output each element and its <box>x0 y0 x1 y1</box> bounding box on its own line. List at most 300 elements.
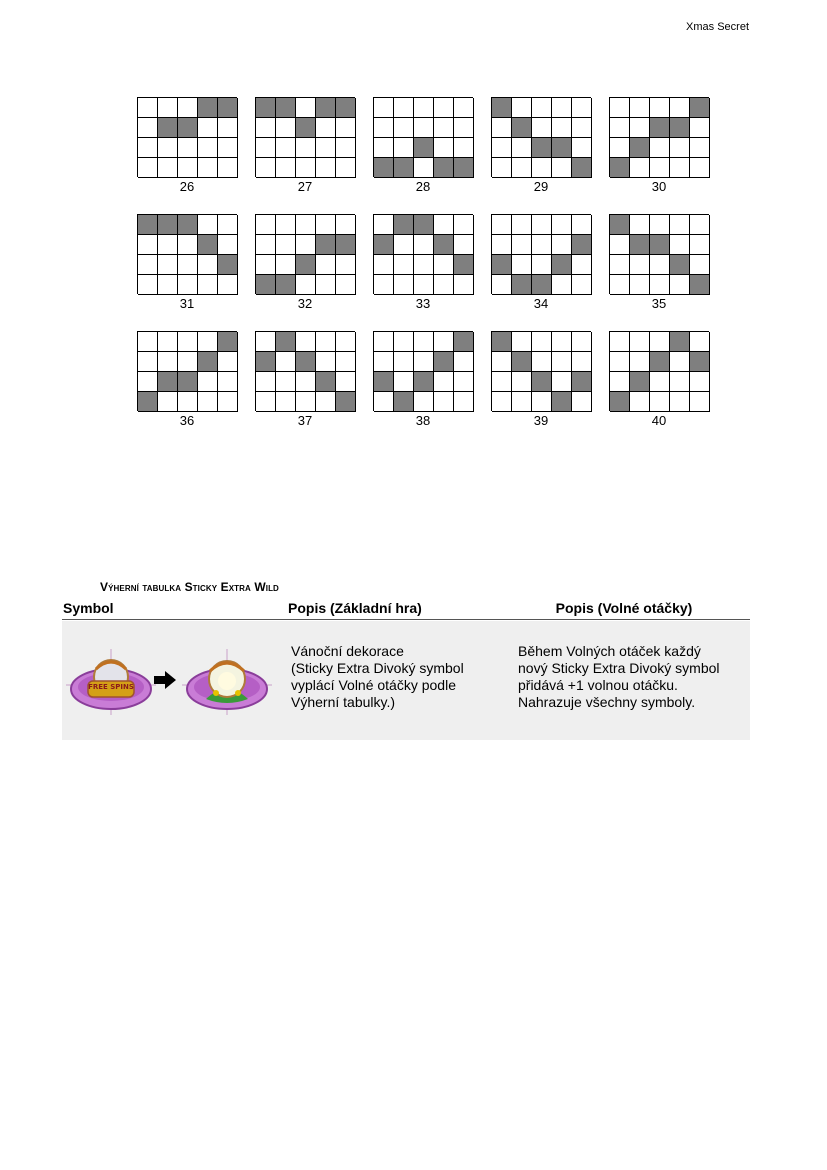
payline-cell <box>454 118 474 138</box>
payline-number: 32 <box>297 296 313 311</box>
payline-cell <box>296 138 316 158</box>
payline-cell <box>316 275 336 295</box>
payline-cell-active <box>414 138 434 158</box>
payline-grid <box>137 97 237 177</box>
payline-grid <box>255 97 355 177</box>
payline-number: 36 <box>179 413 195 428</box>
payline-cell <box>316 332 336 352</box>
payline-cell-active <box>276 275 296 295</box>
payline-cell-active <box>492 332 512 352</box>
payline-number: 28 <box>415 179 431 194</box>
payline-cell-active <box>670 332 690 352</box>
payline-cell <box>138 352 158 372</box>
payline-cell <box>296 98 316 118</box>
payline-cell <box>670 372 690 392</box>
payline-cell <box>316 138 336 158</box>
payline-cell <box>532 215 552 235</box>
payline-cell <box>454 275 474 295</box>
payline-cell <box>650 372 670 392</box>
payline-cell-active <box>532 138 552 158</box>
payline-cell-active <box>276 98 296 118</box>
free-line: přidává +1 volnou otáčku. <box>518 677 678 693</box>
payline-cell <box>394 275 414 295</box>
payline-cell <box>394 352 414 372</box>
header-free-spins: Popis (Volné otáčky) <box>555 600 693 616</box>
payline-cell <box>610 235 630 255</box>
payline-number: 35 <box>651 296 667 311</box>
payline-cell <box>512 158 532 178</box>
payline-cell <box>414 352 434 372</box>
payline-cell-active <box>434 235 454 255</box>
payline-cell <box>414 332 434 352</box>
payline-cell <box>572 255 592 275</box>
payline-cell-active <box>198 352 218 372</box>
payline-cell-active <box>296 255 316 275</box>
payline-cell <box>610 98 630 118</box>
header-symbol: Symbol <box>63 600 114 616</box>
payline-cell <box>650 275 670 295</box>
payline-number: 40 <box>651 413 667 428</box>
payline-cell <box>512 138 532 158</box>
payline-34 <box>491 214 591 312</box>
payline-cell-active <box>178 215 198 235</box>
payline-cell <box>532 235 552 255</box>
payline-cell <box>178 275 198 295</box>
payline-cell <box>630 332 650 352</box>
payline-cell <box>158 98 178 118</box>
payline-cell-active <box>610 392 630 412</box>
payline-cell-active <box>256 275 276 295</box>
payline-cell-active <box>690 98 710 118</box>
payline-cell <box>492 352 512 372</box>
payline-cell <box>630 255 650 275</box>
payline-cell <box>374 352 394 372</box>
payline-cell <box>394 138 414 158</box>
payline-cell-active <box>670 255 690 275</box>
payline-cell-active <box>670 118 690 138</box>
payline-cell-active <box>552 392 572 412</box>
arrow-right-icon <box>154 671 176 689</box>
payline-cell <box>610 352 630 372</box>
payline-cell <box>198 332 218 352</box>
payline-cell <box>552 275 572 295</box>
payline-cell <box>256 255 276 275</box>
payline-cell <box>630 98 650 118</box>
payline-cell-active <box>316 372 336 392</box>
payline-cell <box>414 275 434 295</box>
payline-cell <box>512 392 532 412</box>
payline-cell <box>572 392 592 412</box>
base-line: Výherní tabulky.) <box>291 694 396 710</box>
payline-cell <box>276 235 296 255</box>
payline-cell <box>316 352 336 372</box>
payline-cell <box>394 235 414 255</box>
payline-number: 31 <box>179 296 195 311</box>
payline-cell <box>218 392 238 412</box>
payline-cell-active <box>138 392 158 412</box>
payline-cell <box>218 138 238 158</box>
payline-cell <box>394 332 414 352</box>
payline-cell <box>630 215 650 235</box>
payline-cell <box>434 138 454 158</box>
payline-grid <box>609 97 709 177</box>
payline-cell <box>336 215 356 235</box>
payline-cell <box>690 372 710 392</box>
free-line: Během Volných otáček každý <box>518 643 701 659</box>
payline-cell-active <box>414 215 434 235</box>
payline-cell <box>178 138 198 158</box>
payline-cell <box>532 118 552 138</box>
payline-cell <box>198 275 218 295</box>
payline-cell <box>218 158 238 178</box>
payline-cell <box>218 215 238 235</box>
payline-grid <box>491 214 591 294</box>
payline-cell-active <box>256 98 276 118</box>
payline-number: 33 <box>415 296 431 311</box>
payline-grid <box>137 214 237 294</box>
payline-cell <box>670 235 690 255</box>
payline-cell <box>572 215 592 235</box>
payline-32 <box>255 214 355 312</box>
payline-cell <box>414 118 434 138</box>
payline-cell <box>552 352 572 372</box>
payline-cell <box>296 332 316 352</box>
payline-cell-active <box>158 372 178 392</box>
payline-cell-active <box>690 275 710 295</box>
payline-cell <box>454 215 474 235</box>
payline-cell <box>374 255 394 275</box>
payline-cell <box>492 118 512 138</box>
payline-33 <box>373 214 473 312</box>
payline-cell <box>552 372 572 392</box>
payline-cell <box>552 332 572 352</box>
payline-cell <box>670 158 690 178</box>
payline-cell <box>158 352 178 372</box>
payline-grid <box>255 331 355 411</box>
payline-cell <box>218 352 238 372</box>
payline-cell-active <box>178 372 198 392</box>
payline-cell <box>178 158 198 178</box>
payline-cell-active <box>434 158 454 178</box>
payline-cell <box>434 118 454 138</box>
payline-cell-active <box>454 332 474 352</box>
payline-cell <box>630 158 650 178</box>
payline-cell <box>256 372 276 392</box>
document-header-title: Xmas Secret <box>686 21 749 33</box>
payline-cell <box>158 392 178 412</box>
payline-cell-active <box>512 352 532 372</box>
payline-cell <box>414 235 434 255</box>
payline-cell <box>454 372 474 392</box>
payline-cell <box>650 255 670 275</box>
payline-cell <box>138 98 158 118</box>
payline-cell <box>690 118 710 138</box>
payline-cell <box>572 332 592 352</box>
payline-cell-active <box>316 235 336 255</box>
payline-cell <box>650 138 670 158</box>
payline-cell-active <box>454 158 474 178</box>
payline-cell <box>650 392 670 412</box>
payline-cell <box>572 352 592 372</box>
payline-cell <box>394 372 414 392</box>
payline-cell-active <box>394 215 414 235</box>
payline-cell <box>256 138 276 158</box>
payline-cell <box>434 372 454 392</box>
payline-cell-active <box>276 332 296 352</box>
payline-cell <box>374 392 394 412</box>
payline-cell <box>532 158 552 178</box>
payline-36 <box>137 331 237 429</box>
payline-cell <box>434 275 454 295</box>
payline-cell-active <box>434 352 454 372</box>
payline-cell <box>630 275 650 295</box>
payline-cell <box>276 215 296 235</box>
payline-cell-active <box>572 158 592 178</box>
payline-cell <box>178 98 198 118</box>
payline-cell <box>492 235 512 255</box>
payline-cell <box>492 392 512 412</box>
payline-cell <box>690 138 710 158</box>
payline-cell <box>256 235 276 255</box>
payline-cell <box>532 352 552 372</box>
payline-cell-active <box>690 352 710 372</box>
free-spins-symbol-text: FREE SPINS <box>88 683 134 691</box>
payline-cell <box>492 158 512 178</box>
payline-cell-active <box>572 372 592 392</box>
payline-cell-active <box>414 372 434 392</box>
header-base-game: Popis (Základní hra) <box>288 600 422 616</box>
payline-cell-active <box>650 235 670 255</box>
payline-cell <box>158 158 178 178</box>
payline-cell <box>670 275 690 295</box>
payline-cell-active <box>296 118 316 138</box>
payline-cell <box>336 118 356 138</box>
payline-cell <box>630 392 650 412</box>
payline-cell <box>434 332 454 352</box>
payline-cell-active <box>158 215 178 235</box>
payline-cell <box>572 275 592 295</box>
payline-cell-active <box>336 392 356 412</box>
payline-cell <box>690 392 710 412</box>
payline-grid <box>373 97 473 177</box>
payline-cell <box>218 235 238 255</box>
payline-cell <box>198 118 218 138</box>
payline-cell <box>512 98 532 118</box>
payline-cell <box>650 158 670 178</box>
payline-cell <box>158 235 178 255</box>
payline-cell <box>610 138 630 158</box>
payline-cell-active <box>630 138 650 158</box>
payline-cell <box>178 392 198 412</box>
payline-cell <box>138 118 158 138</box>
payline-cell <box>256 332 276 352</box>
payline-cell <box>454 352 474 372</box>
payline-38 <box>373 331 473 429</box>
free-line: nový Sticky Extra Divoký symbol <box>518 660 720 676</box>
table-header <box>62 598 750 620</box>
payline-cell <box>218 118 238 138</box>
payline-cell <box>198 215 218 235</box>
payline-cell-active <box>532 372 552 392</box>
payline-cell <box>610 275 630 295</box>
payline-cell <box>276 255 296 275</box>
sticky-extra-wild-symbol-icon <box>182 649 272 715</box>
payline-cell <box>394 118 414 138</box>
free-spins-description <box>518 643 748 711</box>
payline-cell <box>276 118 296 138</box>
payline-cell <box>492 372 512 392</box>
payline-28 <box>373 97 473 195</box>
payline-cell-active <box>336 235 356 255</box>
payline-cell <box>512 235 532 255</box>
payline-cell-active <box>218 255 238 275</box>
payline-cell <box>394 98 414 118</box>
payline-cell <box>316 215 336 235</box>
base-line: Vánoční dekorace <box>291 643 404 659</box>
section-title: Výherní tabulka Sticky Extra Wild <box>100 580 279 594</box>
payline-number: 26 <box>179 179 195 194</box>
payline-cell <box>670 215 690 235</box>
payline-cell-active <box>256 352 276 372</box>
payline-cell <box>434 98 454 118</box>
payline-39 <box>491 331 591 429</box>
payline-cell <box>374 118 394 138</box>
payline-cell <box>198 138 218 158</box>
payline-cell-active <box>178 118 198 138</box>
payline-cell <box>316 255 336 275</box>
payline-cell-active <box>532 275 552 295</box>
payline-cell <box>572 118 592 138</box>
payline-cell <box>178 352 198 372</box>
payline-cell <box>552 215 572 235</box>
payline-cell-active <box>158 118 178 138</box>
payline-cell-active <box>138 215 158 235</box>
payline-cell-active <box>512 275 532 295</box>
payline-cell <box>670 392 690 412</box>
payline-cell <box>276 138 296 158</box>
payline-cell <box>138 332 158 352</box>
payline-27 <box>255 97 355 195</box>
payline-cell-active <box>630 235 650 255</box>
payline-grid <box>255 214 355 294</box>
paylines-grid <box>137 97 709 437</box>
payline-cell <box>276 352 296 372</box>
payline-cell <box>336 138 356 158</box>
payline-cell <box>198 158 218 178</box>
payline-37 <box>255 331 355 429</box>
payline-cell <box>532 392 552 412</box>
payline-cell <box>454 392 474 412</box>
payline-cell <box>336 255 356 275</box>
payline-cell-active <box>374 235 394 255</box>
payline-cell <box>572 98 592 118</box>
free-spins-symbol-icon <box>66 649 156 715</box>
table-row <box>62 621 750 740</box>
payline-cell <box>138 235 158 255</box>
payline-cell <box>138 372 158 392</box>
payline-cell <box>394 255 414 275</box>
payline-cell <box>454 98 474 118</box>
payline-cell <box>552 158 572 178</box>
payline-cell-active <box>610 158 630 178</box>
payline-cell <box>572 138 592 158</box>
payline-cell <box>434 392 454 412</box>
base-line: (Sticky Extra Divoký symbol <box>291 660 464 676</box>
payline-grid <box>609 214 709 294</box>
payline-cell <box>630 352 650 372</box>
payline-number: 30 <box>651 179 667 194</box>
payline-number: 34 <box>533 296 549 311</box>
payline-cell-active <box>374 158 394 178</box>
payline-cell <box>650 98 670 118</box>
payline-cell <box>690 215 710 235</box>
payline-cell <box>316 392 336 412</box>
payline-cell <box>178 332 198 352</box>
payline-cell <box>218 275 238 295</box>
payline-cell <box>630 118 650 138</box>
payline-cell <box>414 98 434 118</box>
payline-cell <box>690 235 710 255</box>
payline-cell <box>650 332 670 352</box>
payline-cell-active <box>218 98 238 118</box>
payline-cell <box>690 255 710 275</box>
payline-cell <box>532 98 552 118</box>
payline-number: 39 <box>533 413 549 428</box>
payline-26 <box>137 97 237 195</box>
payline-cell <box>512 332 532 352</box>
payline-cell <box>552 98 572 118</box>
payline-cell <box>178 235 198 255</box>
payline-cell <box>454 138 474 158</box>
base-line: vyplácí Volné otáčky podle <box>291 677 456 693</box>
payline-cell-active <box>198 235 218 255</box>
payline-cell <box>532 332 552 352</box>
payline-cell-active <box>394 158 414 178</box>
payline-number: 29 <box>533 179 549 194</box>
payline-cell-active <box>512 118 532 138</box>
payline-cell <box>374 138 394 158</box>
payline-grid <box>373 331 473 411</box>
payline-grid <box>373 214 473 294</box>
payline-cell-active <box>650 118 670 138</box>
payline-cell-active <box>630 372 650 392</box>
payline-cell <box>552 118 572 138</box>
payline-cell <box>256 392 276 412</box>
payline-cell <box>296 372 316 392</box>
payline-40 <box>609 331 709 429</box>
payline-cell <box>670 98 690 118</box>
payline-cell <box>336 372 356 392</box>
payline-cell <box>138 275 158 295</box>
payline-cell <box>434 215 454 235</box>
payline-cell <box>256 215 276 235</box>
payline-cell <box>512 215 532 235</box>
payline-cell <box>198 392 218 412</box>
payline-cell <box>296 392 316 412</box>
payline-cell <box>374 215 394 235</box>
payline-cell <box>492 215 512 235</box>
payline-cell <box>492 138 512 158</box>
payline-cell <box>296 275 316 295</box>
payline-cell <box>276 158 296 178</box>
payline-cell <box>512 255 532 275</box>
payline-cell <box>158 275 178 295</box>
payline-cell <box>336 332 356 352</box>
payline-cell <box>138 255 158 275</box>
payline-cell <box>374 98 394 118</box>
payline-grid <box>609 331 709 411</box>
payline-cell <box>434 255 454 275</box>
